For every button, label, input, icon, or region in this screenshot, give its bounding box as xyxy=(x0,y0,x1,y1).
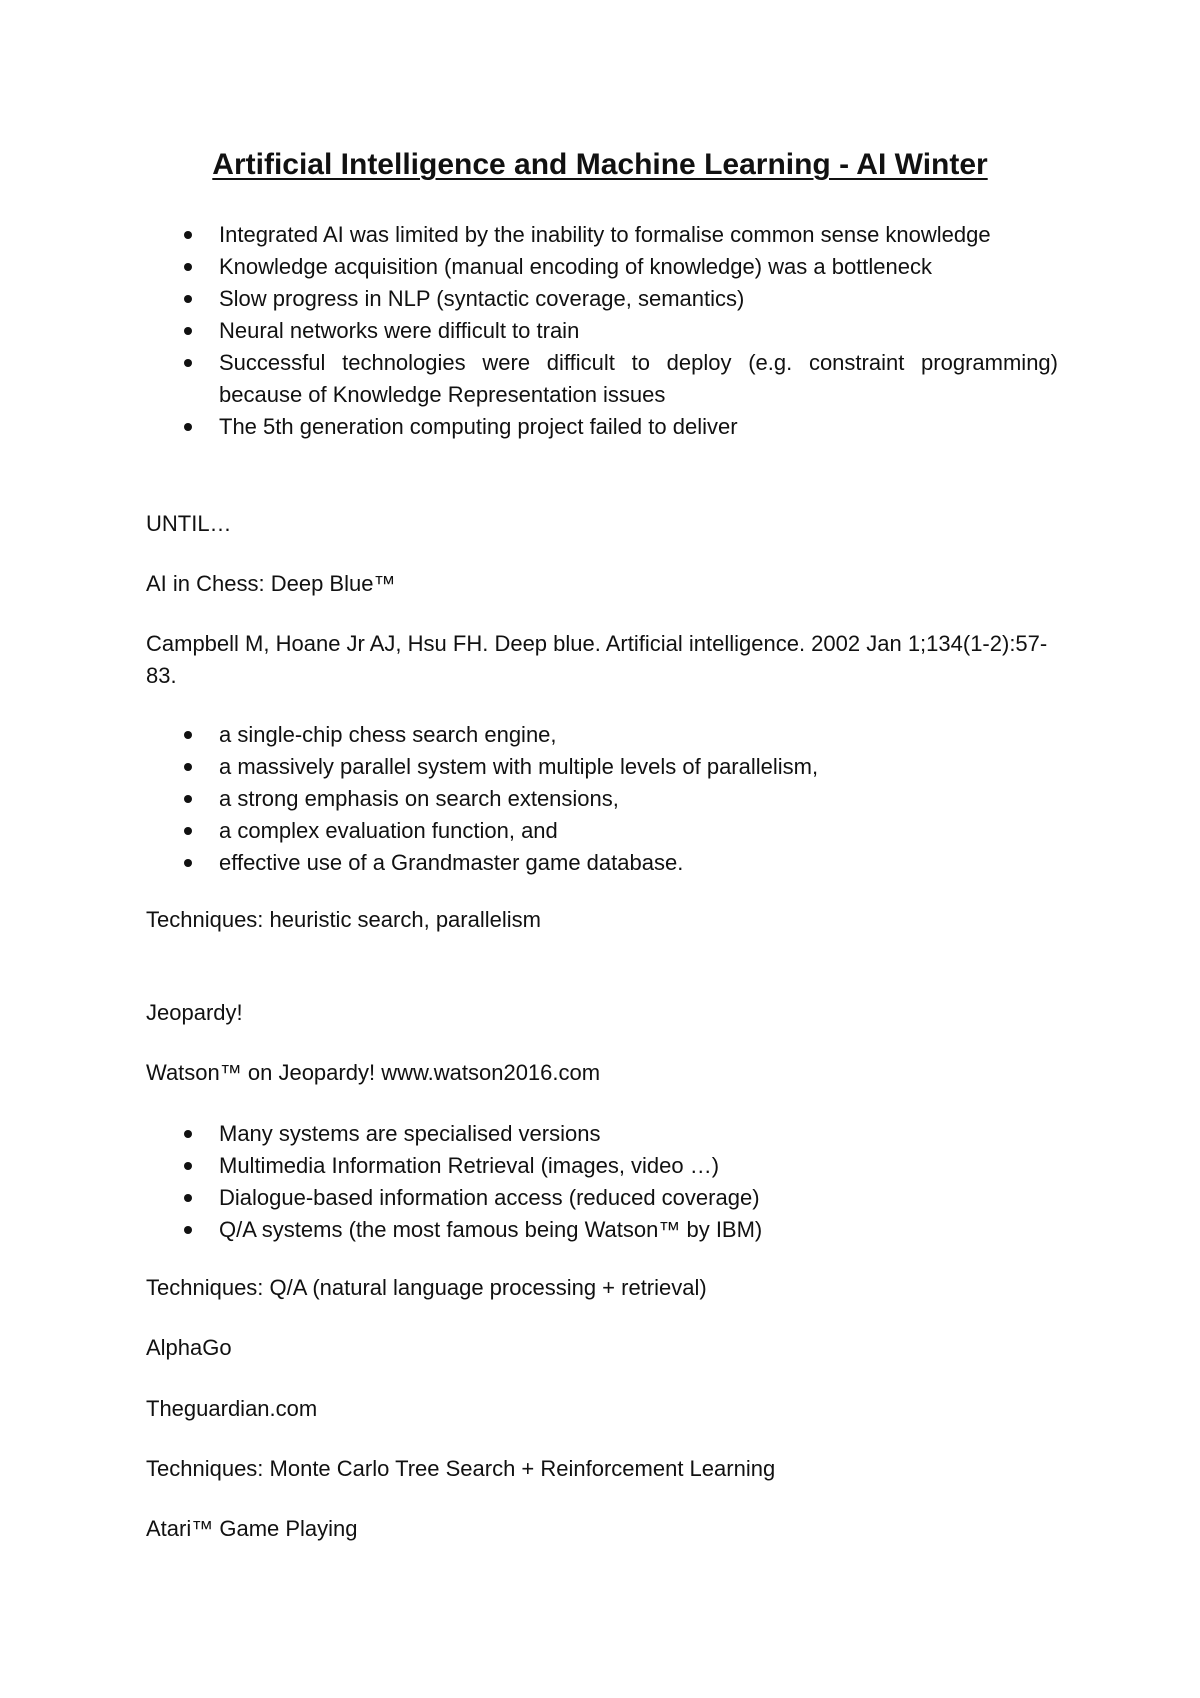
list-item: Neural networks were difficult to train xyxy=(146,315,1058,347)
deep-blue-features-list xyxy=(146,719,1058,879)
list-item: a complex evaluation function, and xyxy=(146,815,1058,847)
list-item: Dialogue-based information access (reduced coverage) xyxy=(146,1182,1058,1214)
jeopardy-list xyxy=(146,1118,1058,1246)
chess-techniques: Techniques: heuristic search, parallelism xyxy=(146,907,541,932)
alphago-heading: AlphaGo xyxy=(146,1335,232,1360)
list-item: Many systems are specialised versions xyxy=(146,1118,1058,1150)
list-item: effective use of a Grandmaster game database. xyxy=(146,847,1058,879)
list-item: a strong emphasis on search extensions, xyxy=(146,783,1058,815)
list-item: Knowledge acquisition (manual encoding of knowledge) was a bottleneck xyxy=(146,251,1058,283)
list-item: a massively parallel system with multiple levels of parallelism, xyxy=(146,751,1058,783)
list-item: a single-chip chess search engine, xyxy=(146,719,1058,751)
watson-reference: Watson™ on Jeopardy! www.watson2016.com xyxy=(146,1060,601,1085)
jeopardy-heading: Jeopardy! xyxy=(146,1000,243,1025)
list-item: Successful technologies were difficult to deploy (e.g. constraint programming) because of Knowledge Representation issues xyxy=(146,347,1058,411)
jeopardy-techniques: Techniques: Q/A (natural language processing + retrieval) xyxy=(146,1275,707,1300)
list-item: The 5th generation computing project failed to deliver xyxy=(146,411,1058,443)
deep-blue-citation: Campbell M, Hoane Jr AJ, Hsu FH. Deep blue. Artificial intelligence. 2002 Jan 1;134(1-2):57-83. xyxy=(146,631,1048,688)
until-text: UNTIL… xyxy=(146,511,232,536)
chess-heading: AI in Chess: Deep Blue™ xyxy=(146,571,396,596)
alphago-source: Theguardian.com xyxy=(146,1396,318,1421)
list-item: Slow progress in NLP (syntactic coverage, semantics) xyxy=(146,283,1058,315)
alphago-techniques: Techniques: Monte Carlo Tree Search + Reinforcement Learning xyxy=(146,1456,776,1481)
list-item: Multimedia Information Retrieval (images, video …) xyxy=(146,1150,1058,1182)
list-item: Integrated AI was limited by the inability to formalise common sense knowledge xyxy=(146,219,1058,251)
atari-heading: Atari™ Game Playing xyxy=(146,1516,358,1541)
list-item: Q/A systems (the most famous being Watson™ by IBM) xyxy=(146,1214,1058,1246)
page-title: Artificial Intelligence and Machine Learning - AI Winter xyxy=(212,148,988,181)
ai-winter-list xyxy=(146,219,1058,443)
